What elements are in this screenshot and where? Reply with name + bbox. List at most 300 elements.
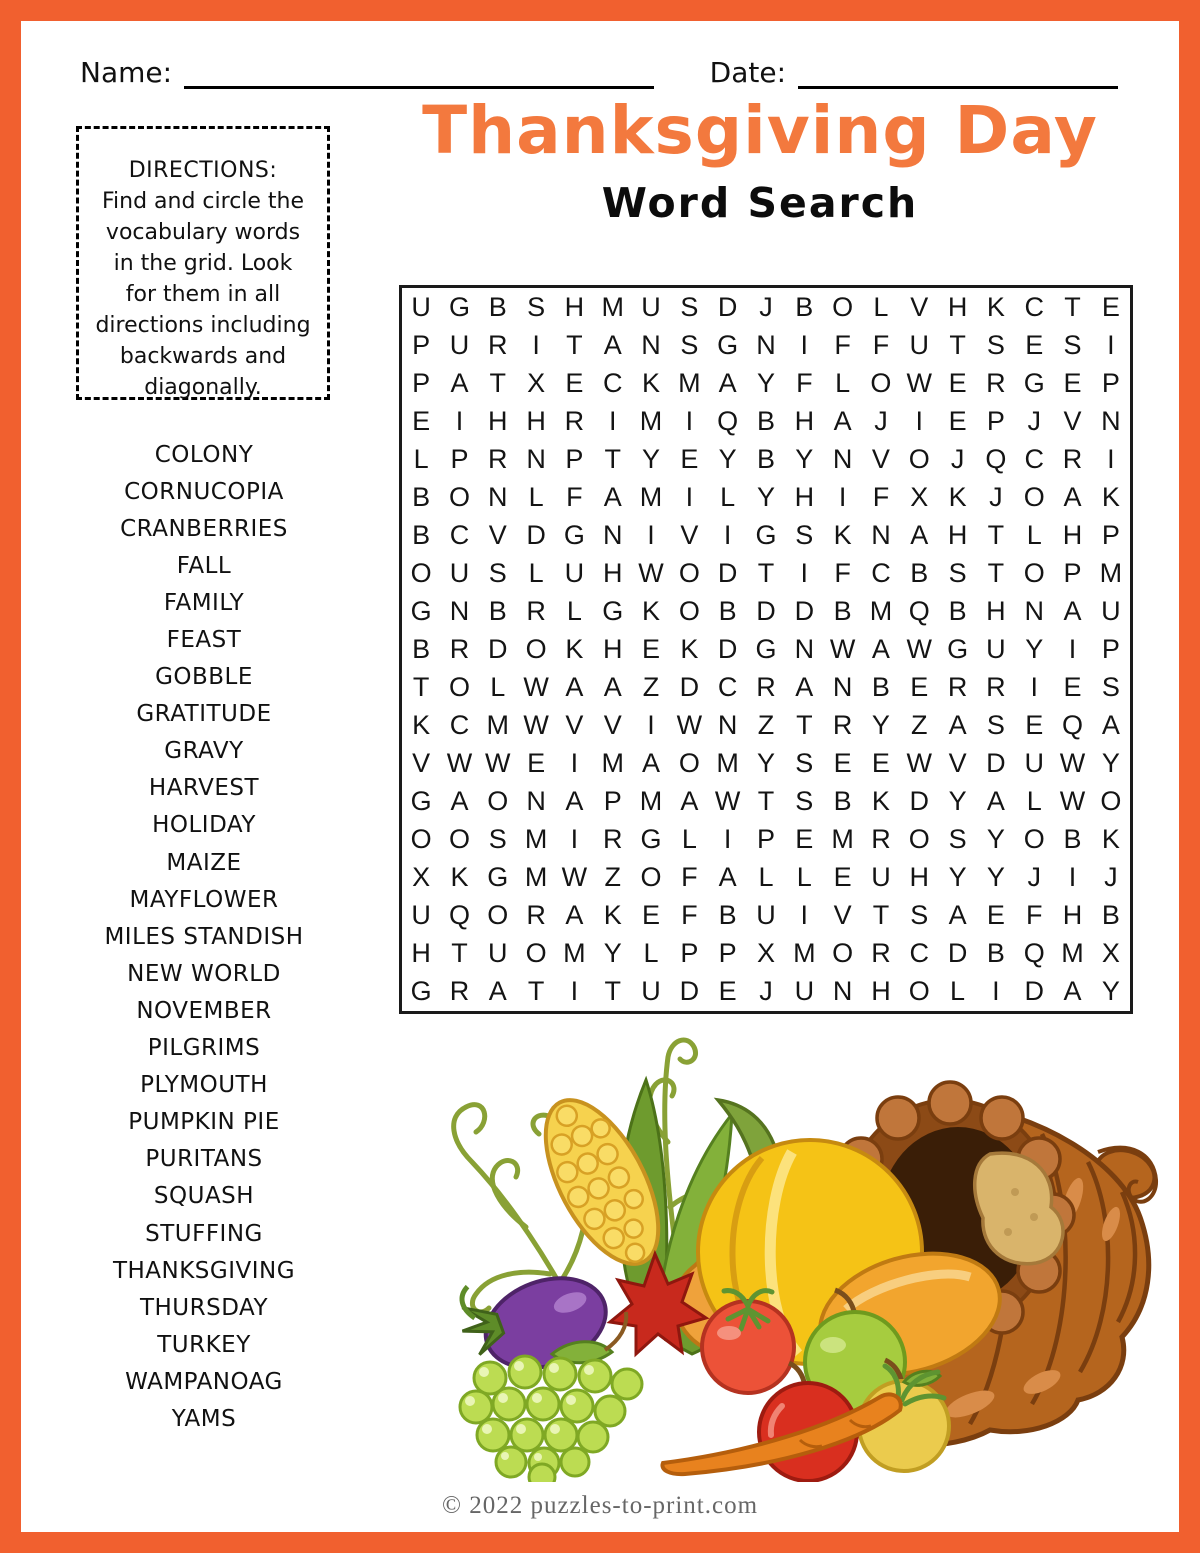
grid-cell-r5c18[interactable]: R (1062, 443, 1083, 474)
grid-cell-r17c7[interactable]: E (642, 900, 661, 931)
grid-cell-r14c9[interactable]: W (714, 786, 741, 817)
grid-cell-r14c15[interactable]: Y (948, 786, 967, 817)
grid-cell-r5c13[interactable]: V (871, 443, 890, 474)
grid-cell-r5c2[interactable]: P (450, 443, 469, 474)
grid-cell-r9c19[interactable]: U (1101, 595, 1121, 626)
grid-cell-r11c9[interactable]: C (717, 672, 738, 703)
grid-cell-r15c16[interactable]: Y (986, 824, 1005, 855)
date-input-line[interactable] (798, 56, 1118, 89)
grid-cell-r11c8[interactable]: D (679, 672, 700, 703)
grid-cell-r16c5[interactable]: W (561, 862, 588, 893)
grid-cell-r17c4[interactable]: R (526, 900, 546, 931)
grid-cell-r4c16[interactable]: P (986, 405, 1005, 436)
grid-cell-r15c18[interactable]: B (1063, 824, 1082, 855)
grid-cell-r8c13[interactable]: C (871, 557, 891, 588)
grid-cell-r7c17[interactable]: L (1026, 519, 1042, 550)
grid-cell-r2c16[interactable]: S (986, 329, 1005, 360)
grid-cell-r8c8[interactable]: O (678, 557, 700, 588)
grid-cell-r3c17[interactable]: G (1023, 367, 1045, 398)
grid-cell-r7c7[interactable]: I (647, 519, 655, 550)
grid-cell-r9c4[interactable]: R (526, 595, 546, 626)
grid-cell-r4c19[interactable]: N (1101, 405, 1121, 436)
grid-cell-r12c9[interactable]: N (717, 710, 738, 741)
grid-cell-r8c15[interactable]: S (948, 557, 967, 588)
grid-cell-r6c8[interactable]: I (685, 481, 694, 512)
grid-cell-r14c3[interactable]: O (487, 786, 509, 817)
grid-cell-r17c6[interactable]: K (603, 900, 622, 931)
grid-cell-r4c8[interactable]: I (685, 405, 694, 436)
grid-cell-r1c16[interactable]: K (986, 291, 1005, 322)
grid-cell-r16c6[interactable]: Z (604, 862, 621, 893)
grid-cell-r10c3[interactable]: D (488, 633, 508, 664)
grid-cell-r13c15[interactable]: V (948, 748, 967, 779)
grid-cell-r2c17[interactable]: E (1025, 329, 1044, 360)
grid-cell-r8c4[interactable]: L (528, 557, 544, 588)
grid-cell-r16c7[interactable]: O (640, 862, 662, 893)
grid-cell-r12c1[interactable]: K (412, 710, 431, 741)
grid-cell-r4c15[interactable]: E (948, 405, 967, 436)
grid-cell-r18c5[interactable]: M (563, 938, 586, 969)
grid-cell-r4c10[interactable]: B (756, 405, 775, 436)
grid-cell-r10c19[interactable]: P (1101, 633, 1120, 664)
grid-cell-r8c10[interactable]: T (757, 557, 775, 588)
grid-cell-r14c6[interactable]: P (603, 786, 622, 817)
grid-cell-r14c11[interactable]: S (795, 786, 814, 817)
grid-cell-r12c16[interactable]: S (986, 710, 1005, 741)
grid-cell-r1c13[interactable]: L (873, 291, 889, 322)
grid-cell-r7c14[interactable]: A (910, 519, 929, 550)
grid-cell-r6c14[interactable]: X (910, 481, 929, 512)
grid-cell-r9c11[interactable]: D (794, 595, 815, 626)
grid-cell-r18c14[interactable]: C (909, 938, 929, 969)
grid-cell-r10c1[interactable]: B (412, 633, 431, 664)
grid-cell-r18c9[interactable]: P (718, 938, 737, 969)
grid-cell-r2c10[interactable]: N (756, 329, 776, 360)
grid-cell-r1c17[interactable]: C (1024, 291, 1044, 322)
grid-cell-r1c5[interactable]: H (564, 291, 585, 322)
grid-cell-r8c2[interactable]: U (449, 557, 470, 588)
grid-cell-r18c3[interactable]: U (488, 938, 508, 969)
grid-cell-r13c3[interactable]: W (485, 748, 511, 779)
grid-cell-r2c15[interactable]: T (949, 329, 966, 360)
grid-cell-r1c7[interactable]: U (641, 291, 661, 322)
grid-cell-r16c4[interactable]: M (524, 862, 548, 893)
grid-cell-r19c18[interactable]: A (1063, 976, 1082, 1007)
grid-cell-r9c13[interactable]: M (869, 595, 893, 626)
grid-cell-r6c17[interactable]: O (1023, 481, 1045, 512)
grid-cell-r9c7[interactable]: K (642, 595, 661, 626)
grid-cell-r18c8[interactable]: P (680, 938, 699, 969)
grid-cell-r19c17[interactable]: D (1024, 976, 1044, 1007)
grid-cell-r13c8[interactable]: O (678, 748, 700, 779)
grid-cell-r5c11[interactable]: Y (795, 443, 814, 474)
grid-cell-r7c8[interactable]: V (680, 519, 699, 550)
grid-cell-r8c12[interactable]: F (834, 557, 851, 588)
grid-cell-r3c11[interactable]: F (796, 367, 813, 398)
grid-cell-r6c19[interactable]: K (1101, 481, 1120, 512)
grid-cell-r7c5[interactable]: G (563, 519, 585, 550)
grid-cell-r16c16[interactable]: Y (986, 862, 1005, 893)
grid-cell-r13c6[interactable]: M (601, 748, 624, 779)
grid-cell-r15c2[interactable]: O (448, 824, 470, 855)
grid-cell-r11c13[interactable]: B (871, 672, 890, 703)
grid-cell-r14c4[interactable]: N (526, 786, 546, 817)
grid-cell-r11c16[interactable]: R (986, 672, 1006, 703)
grid-cell-r7c2[interactable]: C (449, 519, 470, 550)
grid-cell-r1c11[interactable]: B (795, 291, 814, 322)
grid-cell-r1c19[interactable]: E (1101, 291, 1120, 322)
grid-cell-r4c2[interactable]: I (455, 405, 464, 436)
grid-cell-r14c1[interactable]: G (410, 786, 432, 817)
grid-cell-r6c7[interactable]: M (639, 481, 663, 512)
grid-cell-r6c4[interactable]: L (528, 481, 544, 512)
grid-cell-r15c6[interactable]: R (602, 824, 623, 855)
grid-cell-r16c2[interactable]: K (450, 862, 469, 893)
grid-cell-r4c13[interactable]: J (874, 405, 888, 436)
grid-cell-r14c19[interactable]: O (1100, 786, 1122, 817)
grid-cell-r4c3[interactable]: H (488, 405, 508, 436)
grid-cell-r15c4[interactable]: M (524, 824, 548, 855)
grid-cell-r12c6[interactable]: V (603, 710, 622, 741)
grid-cell-r6c1[interactable]: B (412, 481, 431, 512)
grid-cell-r10c14[interactable]: W (906, 633, 932, 664)
grid-cell-r3c5[interactable]: E (565, 367, 584, 398)
grid-cell-r2c9[interactable]: G (717, 329, 739, 360)
grid-cell-r12c5[interactable]: V (565, 710, 584, 741)
grid-cell-r13c19[interactable]: Y (1101, 748, 1120, 779)
grid-cell-r5c17[interactable]: C (1024, 443, 1044, 474)
grid-cell-r12c4[interactable]: W (523, 710, 549, 741)
grid-cell-r15c11[interactable]: E (795, 824, 814, 855)
grid-cell-r9c16[interactable]: H (986, 595, 1006, 626)
grid-cell-r8c1[interactable]: O (410, 557, 432, 588)
grid-cell-r17c19[interactable]: B (1101, 900, 1120, 931)
grid-cell-r19c15[interactable]: L (950, 976, 966, 1007)
grid-cell-r14c2[interactable]: A (450, 786, 469, 817)
grid-cell-r12c11[interactable]: T (796, 710, 813, 741)
grid-cell-r12c10[interactable]: Z (757, 710, 775, 741)
grid-cell-r13c2[interactable]: W (446, 748, 473, 779)
grid-cell-r18c16[interactable]: B (986, 938, 1005, 969)
grid-cell-r9c10[interactable]: D (756, 595, 776, 626)
grid-cell-r7c15[interactable]: H (947, 519, 968, 550)
grid-cell-r1c15[interactable]: H (947, 291, 968, 322)
grid-cell-r7c12[interactable]: K (833, 519, 852, 550)
grid-cell-r17c2[interactable]: Q (448, 900, 470, 931)
grid-cell-r1c4[interactable]: S (527, 291, 546, 322)
grid-cell-r9c8[interactable]: O (678, 595, 700, 626)
grid-cell-r3c19[interactable]: P (1101, 367, 1120, 398)
grid-cell-r10c13[interactable]: A (871, 633, 890, 664)
grid-cell-r3c14[interactable]: W (906, 367, 932, 398)
grid-cell-r4c4[interactable]: H (526, 405, 546, 436)
grid-cell-r8c19[interactable]: M (1099, 557, 1123, 588)
grid-cell-r9c12[interactable]: B (833, 595, 852, 626)
grid-cell-r16c17[interactable]: J (1027, 862, 1041, 893)
grid-cell-r10c12[interactable]: W (829, 633, 856, 664)
grid-cell-r19c11[interactable]: U (794, 976, 815, 1007)
grid-cell-r2c8[interactable]: S (680, 329, 699, 360)
grid-cell-r4c1[interactable]: E (412, 405, 431, 436)
grid-cell-r6c6[interactable]: A (603, 481, 622, 512)
grid-cell-r9c14[interactable]: Q (908, 595, 930, 626)
grid-cell-r2c7[interactable]: N (641, 329, 661, 360)
grid-cell-r3c16[interactable]: R (986, 367, 1006, 398)
grid-cell-r12c15[interactable]: A (948, 710, 967, 741)
grid-cell-r4c7[interactable]: M (639, 405, 663, 436)
grid-cell-r14c10[interactable]: T (757, 786, 775, 817)
grid-cell-r3c9[interactable]: A (718, 367, 737, 398)
grid-cell-r18c13[interactable]: R (871, 938, 891, 969)
grid-cell-r17c18[interactable]: H (1062, 900, 1083, 931)
grid-cell-r1c18[interactable]: T (1064, 291, 1081, 322)
grid-cell-r13c13[interactable]: E (871, 748, 890, 779)
grid-cell-r11c5[interactable]: A (565, 672, 584, 703)
grid-cell-r15c8[interactable]: L (681, 824, 697, 855)
name-input-line[interactable] (184, 56, 654, 89)
grid-cell-r10c6[interactable]: H (602, 633, 623, 664)
grid-cell-r11c15[interactable]: R (947, 672, 968, 703)
grid-cell-r17c3[interactable]: O (487, 900, 509, 931)
grid-cell-r11c18[interactable]: E (1063, 672, 1082, 703)
grid-cell-r10c7[interactable]: E (642, 633, 661, 664)
grid-cell-r15c3[interactable]: S (488, 824, 507, 855)
grid-cell-r13c9[interactable]: M (716, 748, 739, 779)
grid-cell-r16c9[interactable]: A (718, 862, 737, 893)
grid-cell-r14c5[interactable]: A (565, 786, 584, 817)
grid-cell-r13c17[interactable]: U (1024, 748, 1044, 779)
grid-cell-r3c7[interactable]: K (642, 367, 661, 398)
grid-cell-r18c1[interactable]: H (411, 938, 431, 969)
grid-cell-r7c10[interactable]: G (755, 519, 777, 550)
grid-cell-r16c14[interactable]: H (909, 862, 929, 893)
grid-cell-r19c1[interactable]: G (410, 976, 432, 1007)
grid-cell-r14c13[interactable]: K (871, 786, 890, 817)
grid-cell-r17c1[interactable]: U (411, 900, 431, 931)
grid-cell-r14c17[interactable]: L (1026, 786, 1042, 817)
grid-cell-r7c1[interactable]: B (412, 519, 431, 550)
grid-cell-r7c16[interactable]: T (987, 519, 1005, 550)
grid-cell-r8c14[interactable]: B (910, 557, 929, 588)
grid-cell-r1c2[interactable]: G (448, 291, 470, 322)
grid-cell-r6c9[interactable]: L (720, 481, 736, 512)
grid-cell-r18c12[interactable]: O (832, 938, 854, 969)
grid-cell-r6c2[interactable]: O (448, 481, 470, 512)
grid-cell-r3c1[interactable]: P (412, 367, 431, 398)
grid-cell-r5c10[interactable]: B (756, 443, 775, 474)
grid-cell-r18c18[interactable]: M (1061, 938, 1084, 969)
grid-cell-r16c18[interactable]: I (1068, 862, 1077, 893)
grid-cell-r9c15[interactable]: B (948, 595, 967, 626)
grid-cell-r15c5[interactable]: I (570, 824, 579, 855)
grid-cell-r15c7[interactable]: G (640, 824, 662, 855)
grid-cell-r2c1[interactable]: P (412, 329, 431, 360)
grid-cell-r15c13[interactable]: R (871, 824, 891, 855)
grid-cell-r5c1[interactable]: L (413, 443, 429, 474)
grid-cell-r15c17[interactable]: O (1023, 824, 1045, 855)
grid-cell-r16c12[interactable]: E (833, 862, 852, 893)
grid-cell-r10c8[interactable]: K (680, 633, 699, 664)
grid-cell-r6c13[interactable]: F (872, 481, 890, 512)
grid-cell-r11c1[interactable]: T (412, 672, 430, 703)
grid-cell-r5c6[interactable]: T (604, 443, 621, 474)
grid-cell-r5c16[interactable]: Q (985, 443, 1007, 474)
grid-cell-r2c18[interactable]: S (1063, 329, 1082, 360)
grid-cell-r19c14[interactable]: O (908, 976, 930, 1007)
grid-cell-r8c11[interactable]: I (800, 557, 809, 588)
grid-cell-r11c19[interactable]: S (1101, 672, 1120, 703)
grid-cell-r9c1[interactable]: G (410, 595, 432, 626)
grid-cell-r4c17[interactable]: J (1027, 405, 1041, 436)
grid-cell-r1c3[interactable]: B (488, 291, 507, 322)
grid-cell-r16c15[interactable]: Y (948, 862, 967, 893)
grid-cell-r14c12[interactable]: B (833, 786, 852, 817)
grid-cell-r17c8[interactable]: F (681, 900, 698, 931)
grid-cell-r1c14[interactable]: V (910, 291, 929, 322)
grid-cell-r16c19[interactable]: J (1104, 862, 1118, 893)
grid-cell-r14c14[interactable]: D (909, 786, 929, 817)
grid-cell-r16c10[interactable]: L (758, 862, 774, 893)
grid-cell-r18c4[interactable]: O (525, 938, 547, 969)
grid-cell-r11c7[interactable]: Z (642, 672, 660, 703)
grid-cell-r4c18[interactable]: V (1063, 405, 1082, 436)
grid-cell-r3c13[interactable]: O (870, 367, 892, 398)
grid-cell-r5c12[interactable]: N (832, 443, 853, 474)
grid-cell-r19c8[interactable]: D (679, 976, 700, 1007)
grid-cell-r7c3[interactable]: V (488, 519, 507, 550)
grid-cell-r17c13[interactable]: T (872, 900, 890, 931)
grid-cell-r6c15[interactable]: K (948, 481, 967, 512)
grid-cell-r17c11[interactable]: I (800, 900, 809, 931)
grid-cell-r10c2[interactable]: R (449, 633, 470, 664)
grid-cell-r2c14[interactable]: U (909, 329, 929, 360)
grid-cell-r19c10[interactable]: J (759, 976, 773, 1007)
grid-cell-r10c10[interactable]: G (755, 633, 777, 664)
grid-cell-r14c8[interactable]: A (680, 786, 699, 817)
grid-cell-r18c11[interactable]: M (793, 938, 816, 969)
grid-cell-r15c12[interactable]: M (831, 824, 854, 855)
grid-cell-r6c16[interactable]: J (989, 481, 1003, 512)
grid-cell-r2c5[interactable]: T (566, 329, 583, 360)
grid-cell-r17c17[interactable]: F (1025, 900, 1043, 931)
grid-cell-r14c16[interactable]: A (986, 786, 1005, 817)
grid-cell-r8c17[interactable]: O (1023, 557, 1045, 588)
grid-cell-r12c7[interactable]: I (647, 710, 655, 741)
grid-cell-r19c2[interactable]: R (449, 976, 470, 1007)
grid-cell-r19c6[interactable]: T (604, 976, 621, 1007)
grid-cell-r9c5[interactable]: L (566, 595, 582, 626)
grid-cell-r15c1[interactable]: O (410, 824, 432, 855)
grid-cell-r11c4[interactable]: W (523, 672, 549, 703)
grid-cell-r18c17[interactable]: Q (1023, 938, 1045, 969)
grid-cell-r16c8[interactable]: F (681, 862, 698, 893)
grid-cell-r12c3[interactable]: M (486, 710, 510, 741)
grid-cell-r16c11[interactable]: L (796, 862, 812, 893)
grid-cell-r2c13[interactable]: F (872, 329, 890, 360)
grid-cell-r6c3[interactable]: N (488, 481, 508, 512)
grid-cell-r5c14[interactable]: O (908, 443, 930, 474)
grid-cell-r13c18[interactable]: W (1059, 748, 1086, 779)
grid-cell-r18c10[interactable]: X (756, 938, 775, 969)
grid-cell-r12c19[interactable]: A (1101, 710, 1120, 741)
grid-cell-r12c8[interactable]: W (676, 710, 703, 741)
grid-cell-r13c1[interactable]: V (412, 748, 431, 779)
grid-cell-r9c18[interactable]: A (1063, 595, 1082, 626)
grid-cell-r15c9[interactable]: I (723, 824, 732, 855)
grid-cell-r10c4[interactable]: O (525, 633, 547, 664)
grid-cell-r2c6[interactable]: A (603, 329, 622, 360)
grid-cell-r10c5[interactable]: K (565, 633, 584, 664)
grid-cell-r12c14[interactable]: Z (911, 710, 928, 741)
grid-cell-r19c4[interactable]: T (527, 976, 545, 1007)
grid-cell-r3c12[interactable]: L (835, 367, 851, 398)
grid-cell-r11c2[interactable]: O (448, 672, 470, 703)
grid-cell-r7c9[interactable]: I (723, 519, 732, 550)
grid-cell-r12c17[interactable]: E (1025, 710, 1044, 741)
grid-cell-r7c11[interactable]: S (795, 519, 814, 550)
grid-cell-r1c1[interactable]: U (411, 291, 431, 322)
grid-cell-r3c18[interactable]: E (1063, 367, 1082, 398)
grid-cell-r14c7[interactable]: M (639, 786, 663, 817)
grid-cell-r15c14[interactable]: O (908, 824, 930, 855)
grid-cell-r8c7[interactable]: W (638, 557, 664, 588)
grid-cell-r2c19[interactable]: I (1107, 329, 1115, 360)
grid-cell-r8c5[interactable]: U (564, 557, 585, 588)
grid-cell-r5c15[interactable]: J (950, 443, 965, 474)
grid-cell-r19c13[interactable]: H (871, 976, 891, 1007)
grid-cell-r3c2[interactable]: A (450, 367, 469, 398)
grid-cell-r8c9[interactable]: D (717, 557, 738, 588)
grid-cell-r5c5[interactable]: P (565, 443, 584, 474)
grid-cell-r17c14[interactable]: S (910, 900, 929, 931)
grid-cell-r15c15[interactable]: S (948, 824, 967, 855)
grid-cell-r9c2[interactable]: N (449, 595, 470, 626)
grid-cell-r12c2[interactable]: C (449, 710, 470, 741)
grid-cell-r16c1[interactable]: X (412, 862, 431, 893)
grid-cell-r7c19[interactable]: P (1101, 519, 1120, 550)
grid-cell-r10c15[interactable]: G (947, 633, 969, 664)
grid-cell-r13c7[interactable]: A (642, 748, 661, 779)
grid-cell-r16c3[interactable]: G (487, 862, 509, 893)
grid-cell-r4c12[interactable]: A (833, 405, 852, 436)
grid-cell-r10c11[interactable]: N (794, 633, 815, 664)
grid-cell-r17c15[interactable]: A (948, 900, 967, 931)
grid-cell-r6c11[interactable]: H (794, 481, 815, 512)
grid-cell-r8c18[interactable]: P (1063, 557, 1082, 588)
grid-cell-r12c12[interactable]: R (832, 710, 853, 741)
grid-cell-r5c3[interactable]: R (488, 443, 508, 474)
grid-cell-r13c16[interactable]: D (986, 748, 1006, 779)
grid-cell-r15c19[interactable]: K (1101, 824, 1120, 855)
grid-cell-r8c3[interactable]: S (488, 557, 507, 588)
grid-cell-r4c5[interactable]: R (564, 405, 585, 436)
grid-cell-r3c3[interactable]: T (489, 367, 507, 398)
grid-cell-r2c3[interactable]: R (488, 329, 508, 360)
grid-cell-r4c14[interactable]: I (915, 405, 923, 436)
grid-cell-r17c9[interactable]: B (718, 900, 737, 931)
grid-cell-r1c9[interactable]: D (717, 291, 738, 322)
grid-cell-r17c12[interactable]: V (833, 900, 852, 931)
grid-cell-r11c10[interactable]: R (756, 672, 776, 703)
grid-cell-r10c16[interactable]: U (986, 633, 1006, 664)
grid-cell-r3c15[interactable]: E (948, 367, 967, 398)
grid-cell-r19c12[interactable]: N (832, 976, 853, 1007)
grid-cell-r2c12[interactable]: F (834, 329, 851, 360)
grid-cell-r5c7[interactable]: Y (642, 443, 661, 474)
grid-cell-r11c12[interactable]: N (832, 672, 853, 703)
grid-cell-r1c6[interactable]: M (601, 291, 624, 322)
grid-cell-r4c6[interactable]: I (608, 405, 617, 436)
